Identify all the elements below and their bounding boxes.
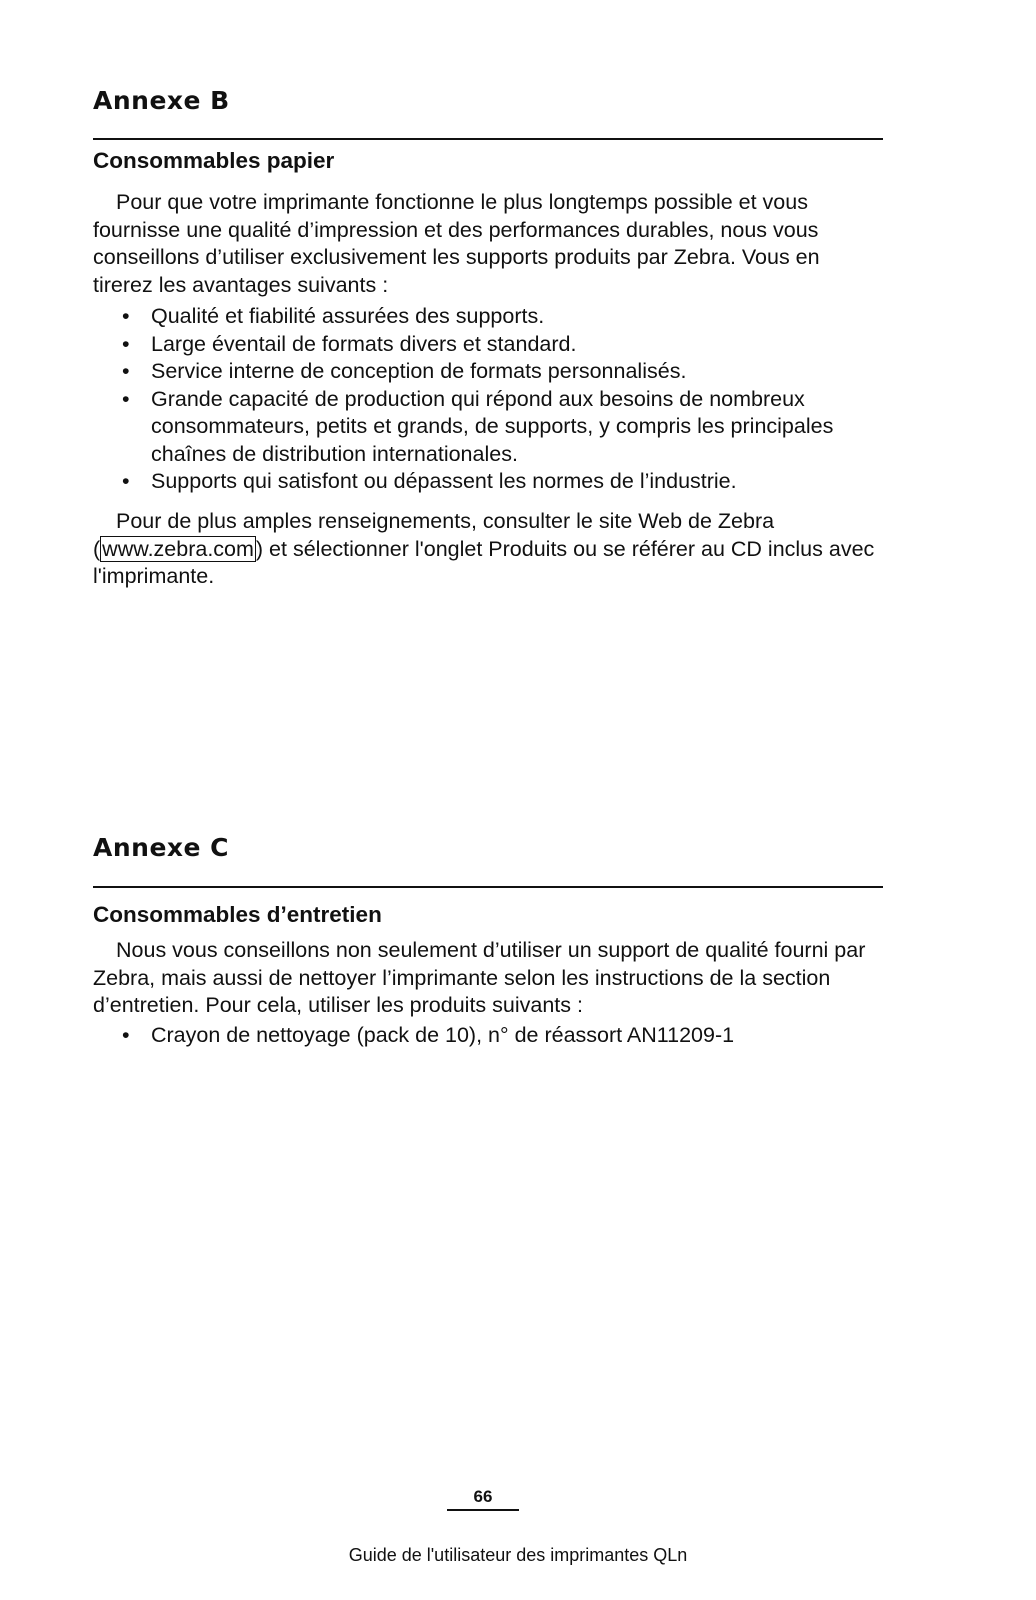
annex-b-more-info xyxy=(93,508,883,591)
annex-b-intro-text: Pour que votre imprimante fonctionne le plus longtemps possible et vous fournisse une qualité d’impression et des performances durables, nous vous conseillons d’utiliser exclusivement les supports produits par Zebra. Vous en tirerez les avantages suivants : xyxy=(93,190,820,297)
annex-c-intro xyxy=(93,937,883,1020)
annex-b-heading: Annexe B xyxy=(93,86,230,115)
annex-c-heading: Annexe C xyxy=(93,833,230,862)
list-item: • Qualité et fiabilité assurées des supports. xyxy=(93,303,883,331)
zebra-website-link[interactable]: www.zebra.com xyxy=(102,536,254,561)
annex-c-subheading: Consommables d’entretien xyxy=(93,902,382,927)
annex-c-intro-text: Nous vous conseillons non seulement d’utiliser un support de qualité fourni par Zebra, mais aussi de nettoyer l’imprimante selon les instructions de la section d’entretien. Pour cela, utiliser les produits suivants : xyxy=(93,938,866,1017)
list-item: • Service interne de conception de formats personnalisés. xyxy=(93,358,883,386)
list-item: • Large éventail de formats divers et standard. xyxy=(93,331,883,359)
annex-b-divider xyxy=(93,138,883,140)
guide-title: Guide de l'utilisateur des imprimantes QLn xyxy=(348,1545,688,1565)
annex-b-subheading: Consommables papier xyxy=(93,148,335,173)
more-info-tail: ) et sélectionner l'onglet Produits ou se référer au CD inclus avec l'imprimante. xyxy=(93,536,875,588)
list-item: • Grande capacité de production qui répond aux besoins de nombreux consommateurs, petits et grands, de supports, y compris les principales chaînes de distribution internationales. xyxy=(93,386,883,469)
page-number: 66 xyxy=(447,1487,519,1511)
annex-c-bullet-list xyxy=(93,1022,883,1050)
annex-b-bullet-list xyxy=(93,303,883,496)
annex-c-divider xyxy=(93,886,883,888)
annex-b-intro xyxy=(93,189,883,299)
more-info-lead: Pour de plus amples renseignements, consulter le site Web de Zebra ( xyxy=(93,509,775,561)
list-item: • Supports qui satisfont ou dépassent les normes de l’industrie. xyxy=(93,468,883,496)
list-item: • Crayon de nettoyage (pack de 10), n° de réassort AN11209-1 xyxy=(93,1022,883,1050)
